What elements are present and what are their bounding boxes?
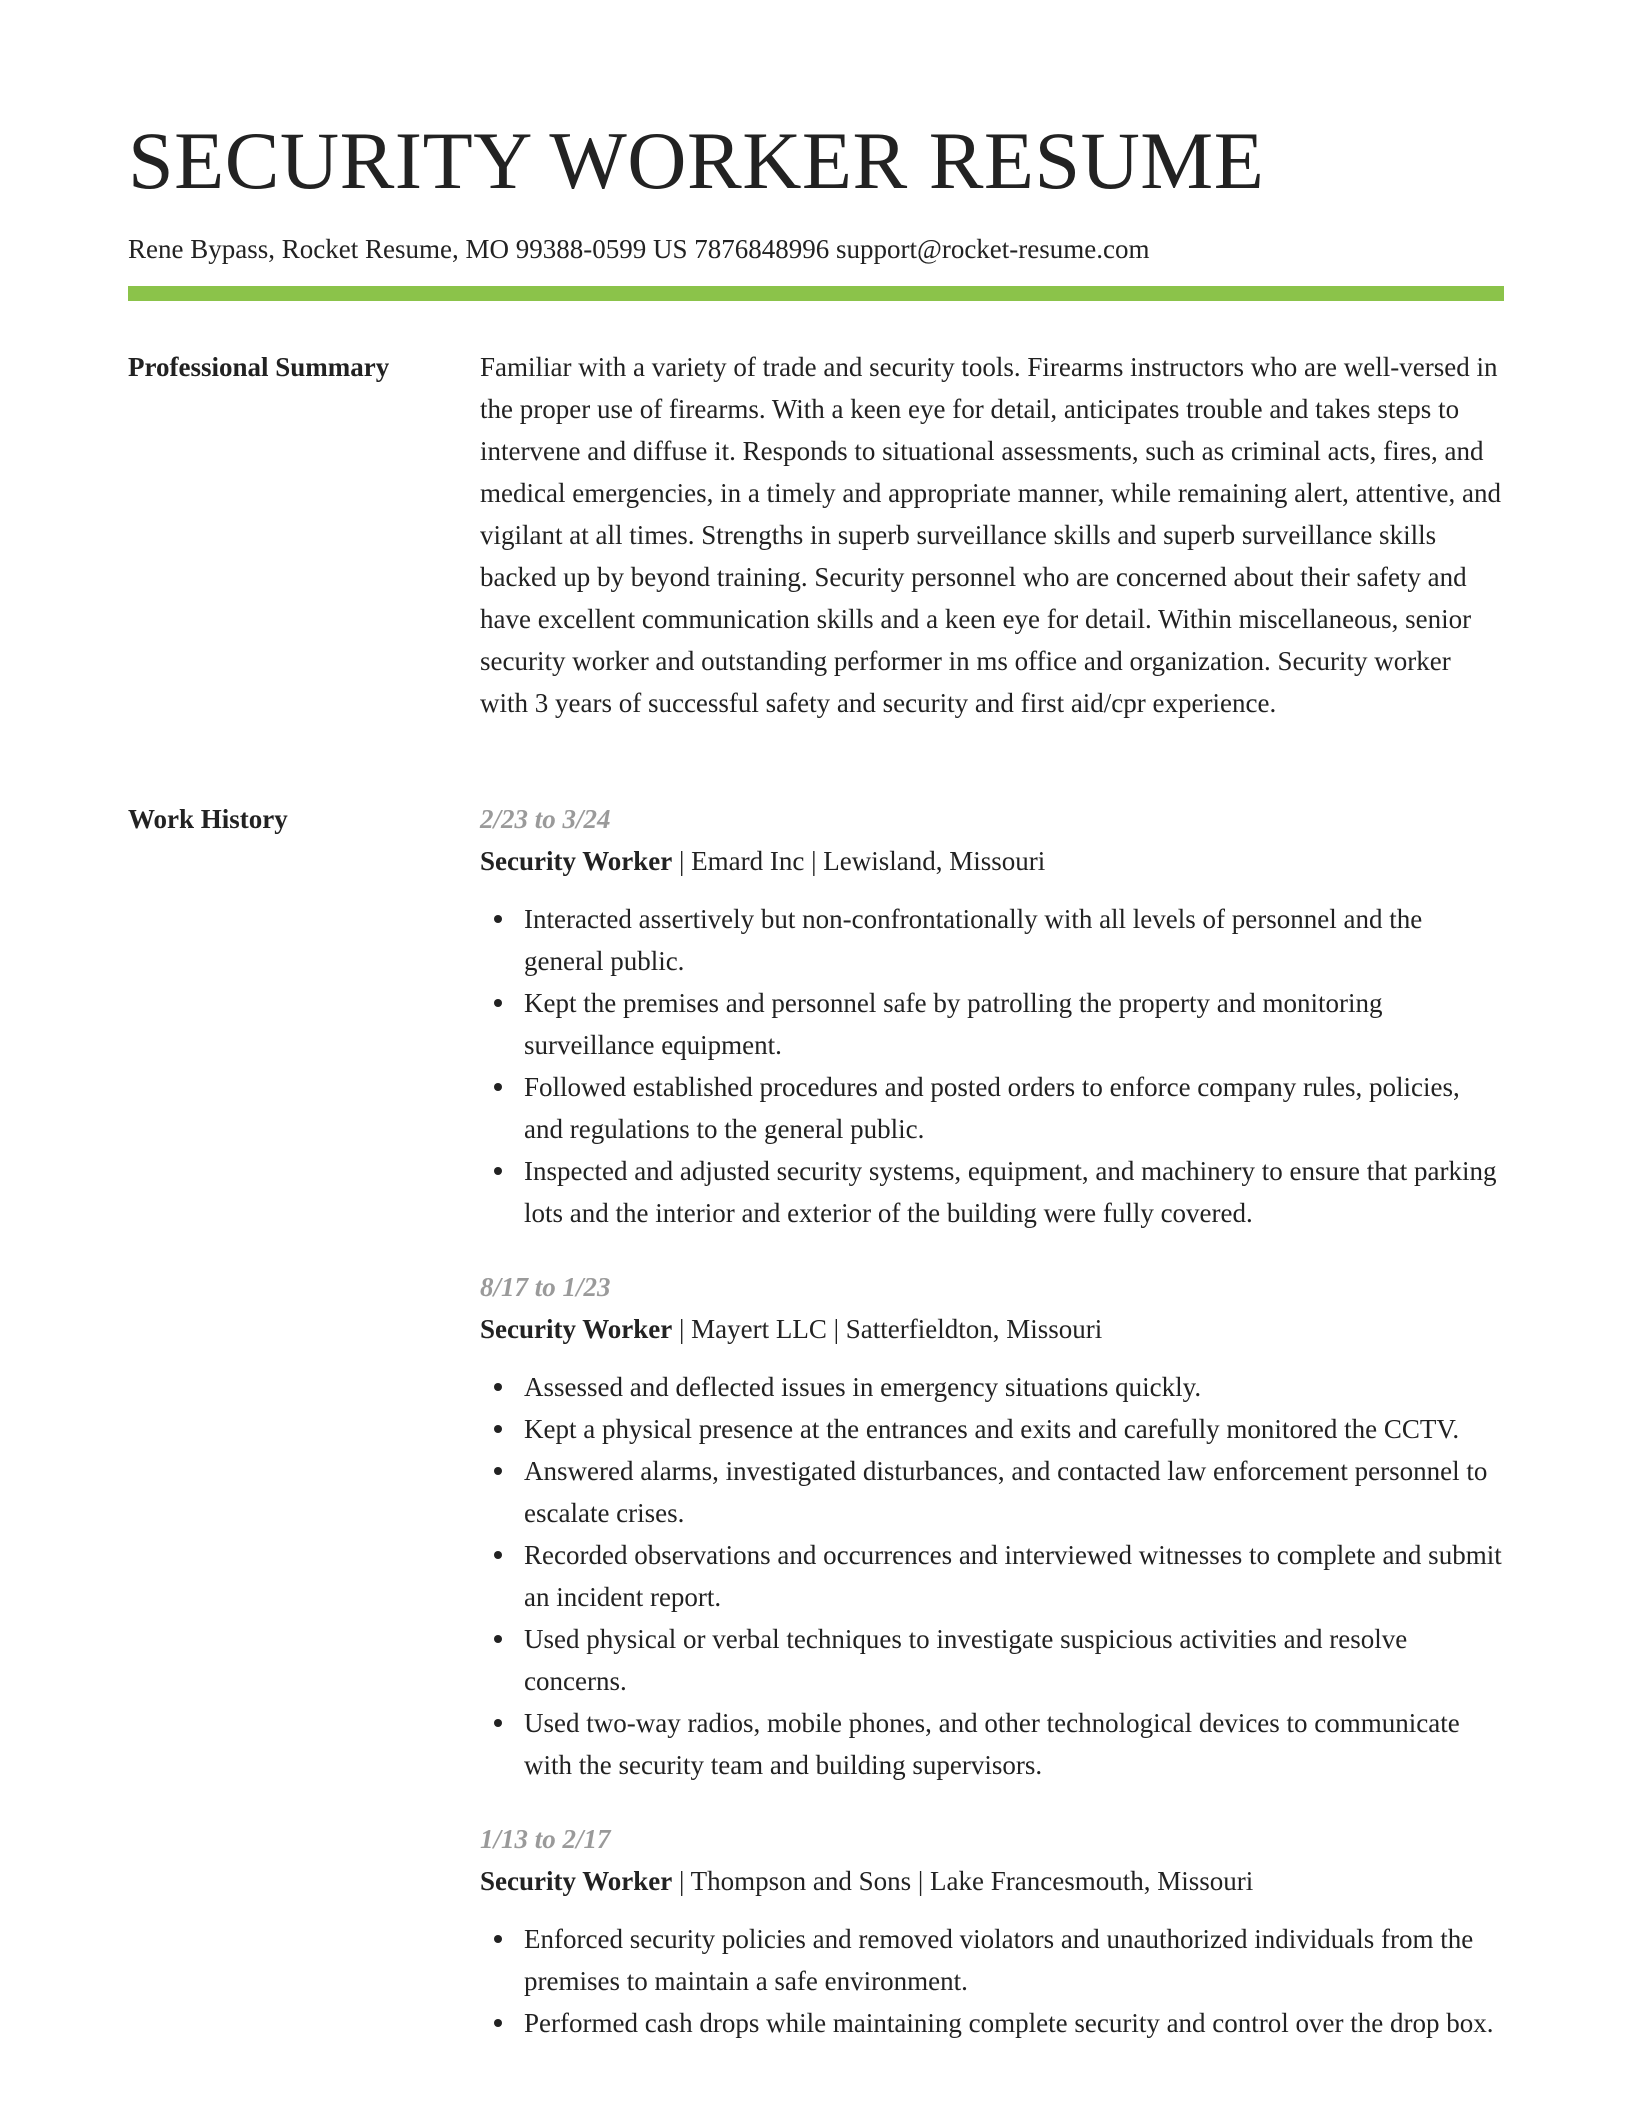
job-heading <box>480 1308 1504 1350</box>
job-entry <box>480 798 1504 1234</box>
job-details: | Mayert LLC | Satterfieldton, Missouri <box>672 1314 1103 1344</box>
work-history-body <box>480 798 1504 2076</box>
job-bullet: Answered alarms, investigated disturbances, and contacted law enforcement personnel to escalate crises. <box>480 1450 1504 1534</box>
accent-divider <box>128 286 1504 301</box>
job-bullet: Assessed and deflected issues in emergency situations quickly. <box>480 1366 1504 1408</box>
contact-line: Rene Bypass, Rocket Resume, MO 99388-0599 US 7876848996 support@rocket-resume.com <box>128 234 1150 264</box>
job-bullet: Recorded observations and occurrences and interviewed witnesses to complete and submit an incident report. <box>480 1534 1504 1618</box>
job-bullet: Inspected and adjusted security systems, equipment, and machinery to ensure that parking lots and the interior and exterior of the building were fully covered. <box>480 1150 1504 1234</box>
job-heading <box>480 1860 1504 1902</box>
job-heading <box>480 840 1504 882</box>
resume-title: SECURITY WORKER RESUME <box>128 115 1265 206</box>
job-dates: 2/23 to 3/24 <box>480 804 611 834</box>
summary-text: Familiar with a variety of trade and security tools. Firearms instructors who are well-versed in the proper use of firearms. With a keen eye for detail, anticipates trouble and takes steps to intervene and diffuse it. Responds to situational assessments, such as criminal acts, fires, and medical emergencies, in a timely and appropriate manner, while remaining alert, attentive, and vigilant at all times. Strengths in superb surveillance skills and superb surveillance skills backed up by beyond training. Security personnel who are concerned about their safety and have excellent communication skills and a keen eye for detail. Within miscellaneous, senior security worker and outstanding performer in ms office and organization. Security worker with 3 years of successful safety and security and first aid/cpr experience. <box>480 352 1502 718</box>
job-bullet-list <box>480 1366 1504 1786</box>
job-title: Security Worker <box>480 846 673 876</box>
job-title: Security Worker <box>480 1866 673 1896</box>
summary-body <box>480 346 1504 724</box>
summary-label: Professional Summary <box>128 352 390 382</box>
job-bullet: Interacted assertively but non-confrontationally with all levels of personnel and the general public. <box>480 898 1504 982</box>
job-bullet-list <box>480 1918 1504 2044</box>
job-bullet: Kept the premises and personnel safe by patrolling the property and monitoring surveillance equipment. <box>480 982 1504 1066</box>
job-bullet: Enforced security policies and removed violators and unauthorized individuals from the premises to maintain a safe environment. <box>480 1918 1504 2002</box>
job-bullet: Performed cash drops while maintaining complete security and control over the drop box. <box>480 2002 1504 2044</box>
job-bullet: Used physical or verbal techniques to investigate suspicious activities and resolve concerns. <box>480 1618 1504 1702</box>
job-bullet: Followed established procedures and posted orders to enforce company rules, policies, and regulations to the general public. <box>480 1066 1504 1150</box>
job-entry <box>480 1266 1504 1786</box>
job-dates: 8/17 to 1/23 <box>480 1272 611 1302</box>
job-title: Security Worker <box>480 1314 673 1344</box>
job-bullet-list <box>480 898 1504 1234</box>
job-bullet: Kept a physical presence at the entrances and exits and carefully monitored the CCTV. <box>480 1408 1504 1450</box>
job-entry <box>480 1818 1504 2044</box>
job-details: | Thompson and Sons | Lake Francesmouth, Missouri <box>672 1866 1254 1896</box>
job-bullet: Used two-way radios, mobile phones, and other technological devices to communicate with the security team and building supervisors. <box>480 1702 1504 1786</box>
work-history-label: Work History <box>128 804 288 834</box>
job-details: | Emard Inc | Lewisland, Missouri <box>672 846 1046 876</box>
job-dates: 1/13 to 2/17 <box>480 1824 611 1854</box>
